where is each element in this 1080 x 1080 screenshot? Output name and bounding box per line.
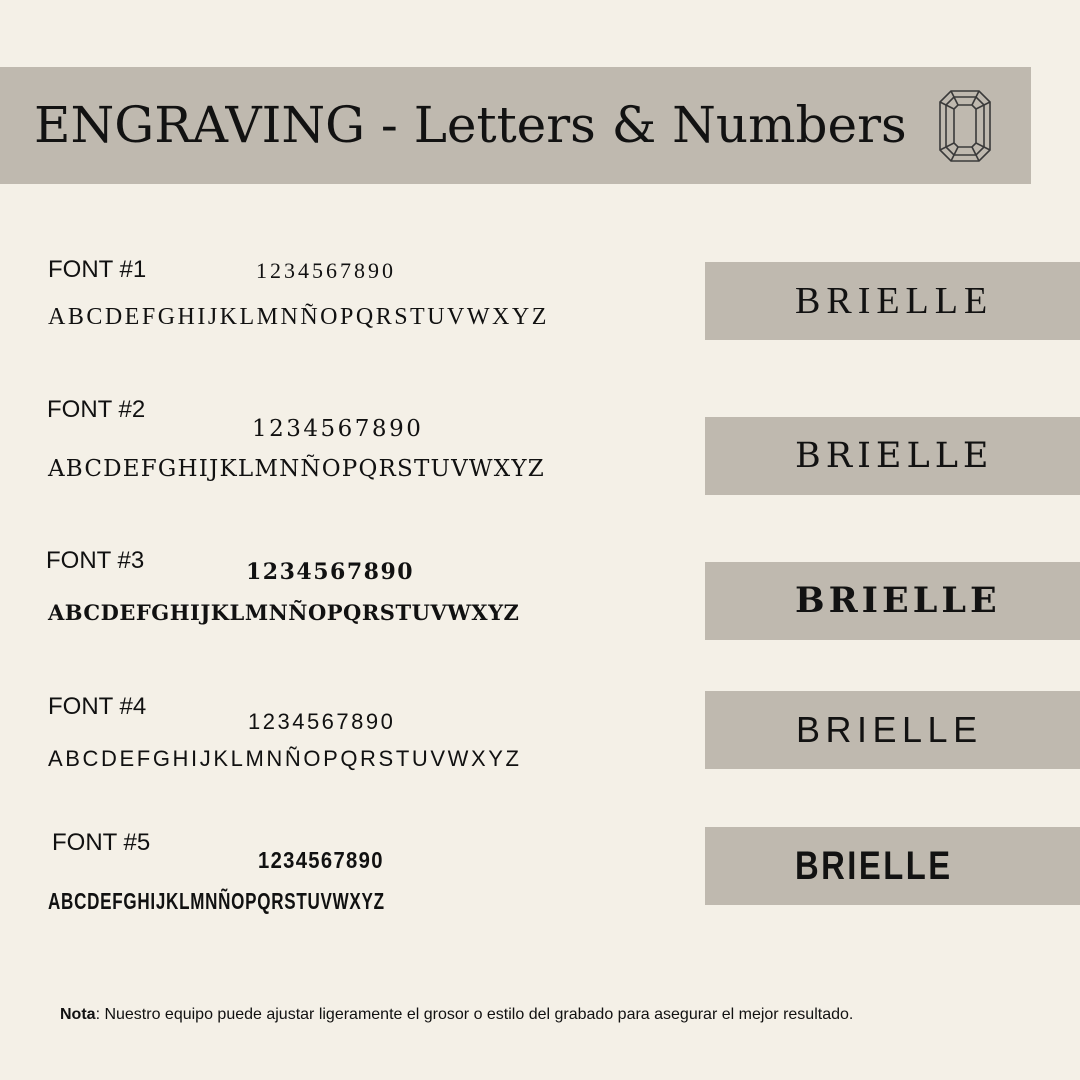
- font-2-label: FONT #2: [47, 396, 146, 423]
- font-3-alphabet: ABCDEFGHIJKLMNÑOPQRSTUVWXYZ: [48, 600, 520, 625]
- font-2-sample-bar: [705, 417, 1080, 495]
- note-text: : Nuestro equipo puede ajustar ligeramente el grosor o estilo del grabado para asegurar el mejor resultado.: [95, 1006, 854, 1023]
- font-4-sample: BRIELLE: [796, 709, 983, 750]
- font-1-sample: BRIELLE: [795, 280, 994, 322]
- font-5-sample: BRIELLE: [795, 844, 953, 888]
- font-5-alphabet: ABCDEFGHIJKLMNÑOPQRSTUVWXYZ: [48, 888, 385, 914]
- page-title: ENGRAVING - Letters & Numbers: [34, 96, 907, 154]
- font-4-label: FONT #4: [48, 693, 147, 720]
- font-5-sample-bar: [705, 827, 1080, 905]
- font-4-numbers: 1234567890: [248, 709, 396, 734]
- font-4-sample-bar: [705, 691, 1080, 769]
- emerald-gem-icon: [938, 89, 992, 163]
- footer-note: [60, 1003, 1050, 1027]
- font-2-numbers: 1234567890: [252, 416, 424, 442]
- font-3-sample: BRIELLE: [795, 580, 1001, 621]
- font-4-alphabet: ABCDEFGHIJKLMNÑOPQRSTUVWXYZ: [48, 746, 522, 771]
- font-1-label: FONT #1: [48, 256, 147, 283]
- header-bar: [0, 67, 1031, 184]
- font-2-alphabet: ABCDEFGHIJKLMNÑOPQRSTUVWXYZ: [48, 456, 545, 482]
- font-1-alphabet: ABCDEFGHIJKLMNÑOPQRSTUVWXYZ: [48, 304, 549, 330]
- font-3-numbers: 1234567890: [246, 559, 415, 585]
- font-3-sample-bar: [705, 562, 1080, 640]
- font-1-numbers: 1234567890: [256, 258, 396, 283]
- note-bold: Nota: [60, 1006, 96, 1023]
- font-3-label: FONT #3: [46, 547, 145, 574]
- font-1-sample-bar: [705, 262, 1080, 340]
- font-5-label: FONT #5: [52, 829, 151, 856]
- font-2-sample: BRIELLE: [795, 436, 994, 476]
- font-5-numbers: 1234567890: [258, 847, 384, 873]
